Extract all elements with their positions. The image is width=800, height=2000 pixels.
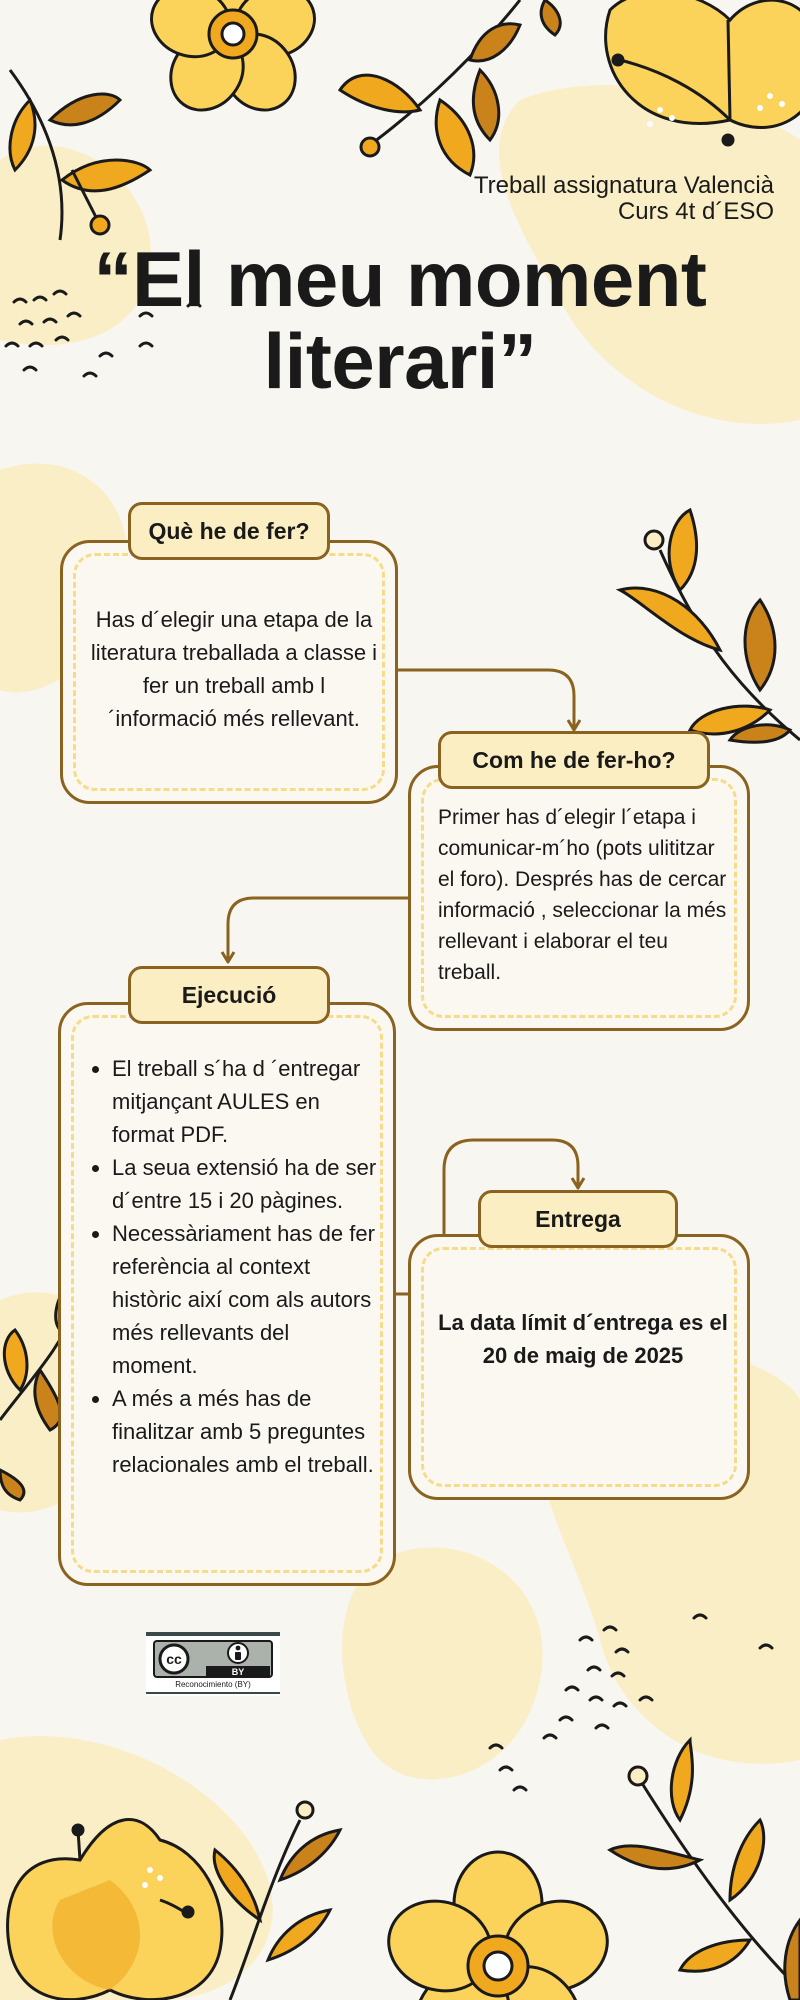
cc-badge-caption: Reconocimiento (BY) bbox=[175, 1680, 251, 1689]
card-how-heading: Com he de fer-ho? bbox=[438, 731, 710, 789]
card-what-heading: Què he de fer? bbox=[128, 502, 330, 560]
list-item: • A més a més has de finalitzar amb 5 preguntes relacionales amb el treball. bbox=[112, 1382, 378, 1481]
leaf-branch-bottom-right bbox=[610, 1740, 800, 2000]
list-item: • La seua extensió ha de ser d´entre 15 i 20 pàgines. bbox=[112, 1151, 378, 1217]
title-line-2: literari” bbox=[263, 317, 537, 405]
subject-line: Treball assignatura Valencià bbox=[473, 172, 774, 199]
card-delivery-body: La data límit d´entrega es el 20 de maig de 2025 bbox=[438, 1310, 728, 1368]
card-how-body: Primer has d´elegir l´etapa i comunicar-m´ho (pots ulititzar el foro). Després has de cercar informació , seleccionar la més rellevant i elaborar el teu treball. bbox=[438, 806, 727, 984]
title-line-1: “El meu moment bbox=[93, 235, 707, 323]
list-item: • Necessàriament has de fer referència al context històric així com als autors més rellevants del moment. bbox=[112, 1217, 378, 1382]
cc-badge-label: BY bbox=[231, 1667, 245, 1677]
leaf-branch-right bbox=[620, 510, 800, 742]
card-execution-list-wrap bbox=[82, 1052, 378, 1481]
cc-by-icon bbox=[146, 1632, 280, 1696]
card-execution-heading: Ejecució bbox=[128, 966, 330, 1024]
course-line: Curs 4t d´ESO bbox=[617, 198, 774, 225]
license-badge bbox=[146, 1632, 280, 1696]
execution-steps-list bbox=[82, 1052, 378, 1481]
card-delivery-heading: Entrega bbox=[478, 1190, 678, 1248]
page-title bbox=[60, 235, 740, 405]
card-what-body: Has d´elegir una etapa de la literatura treballada a classe i fer un treball amb l´informació més rellevant. bbox=[90, 607, 378, 731]
list-item: • El treball s´ha d ´entregar mitjançant AULES en format PDF. bbox=[112, 1052, 378, 1151]
svg-text:cc: cc bbox=[166, 1651, 182, 1667]
flower-bottom-center bbox=[377, 1852, 619, 2000]
flower-top-left bbox=[142, 0, 323, 124]
